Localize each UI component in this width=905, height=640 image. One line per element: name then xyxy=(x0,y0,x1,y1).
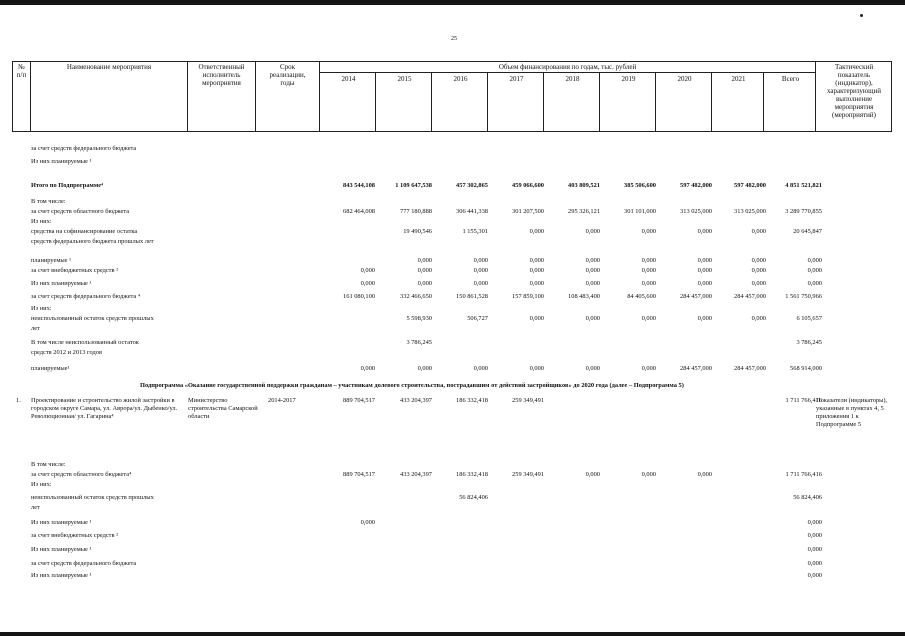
item1-num: 1. xyxy=(16,397,21,404)
row-value: 3 289 770,855 xyxy=(785,208,822,215)
row-label: за счет средств федерального бюджета xyxy=(31,145,137,152)
row-value: 108 483,400 xyxy=(568,293,600,300)
row-value: 0,000 xyxy=(751,267,766,274)
hdr-event-name: Наименование мероприятия xyxy=(66,63,152,71)
row-label: Итого по Подпрограмме⁴ xyxy=(31,182,103,189)
row-label: планируемые¹ xyxy=(31,365,70,372)
row-value: 843 544,108 xyxy=(343,182,375,189)
row-value: 56 824,406 xyxy=(793,494,822,501)
row-value: 0,000 xyxy=(807,546,822,553)
row-label: Из них: xyxy=(31,305,52,312)
item1-value: 259 349,491 xyxy=(512,397,544,404)
hdr-funding: Объем финансирования по годам, тыс. рублей xyxy=(498,63,637,71)
row-value: 385 506,600 xyxy=(624,182,656,189)
hdr-year-1: 2015 xyxy=(397,75,412,83)
row-value: 0,000 xyxy=(360,280,375,287)
row-value: 459 066,600 xyxy=(512,182,544,189)
row-value: 284 457,000 xyxy=(680,365,712,372)
row-label: В том числе: xyxy=(31,198,66,205)
subprogram-title: Подпрограмма «Оказание государственной поддержки гражданам – участникам долевого строительства, пострадавшим от действий застройщиков» до 2020 года (далее – Подпрограмма 5) xyxy=(140,382,684,389)
row-label: В том числе неиспользованный остаток xyxy=(31,339,139,346)
row-value: 301 101,000 xyxy=(624,208,656,215)
row-value: 0,000 xyxy=(807,280,822,287)
row-label: неиспользованный остаток средств прошлых xyxy=(31,494,154,501)
hdr-indicator: Тактический показатель (индикатор), характеризующий выполнение мероприятия (мероприятий) xyxy=(826,63,882,119)
row-label: средства на софинансирование остатка xyxy=(31,228,138,235)
row-value: 0,000 xyxy=(585,471,600,478)
row-value: 306 441,338 xyxy=(456,208,488,215)
hdr-num: № п/п xyxy=(16,63,27,79)
row-value: 0,000 xyxy=(529,365,544,372)
row-value: 0,000 xyxy=(807,519,822,526)
row-value: 0,000 xyxy=(697,267,712,274)
row-value: 0,000 xyxy=(697,280,712,287)
row-value: 0,000 xyxy=(697,228,712,235)
row-value: 1 155,301 xyxy=(462,228,488,235)
row-label: за счет средств областного бюджета xyxy=(31,208,130,215)
row-value: 0,000 xyxy=(417,257,432,264)
row-value: 0,000 xyxy=(641,471,656,478)
row-value: 0,000 xyxy=(585,228,600,235)
row-value: 284 457,000 xyxy=(680,293,712,300)
hdr-year-0: 2014 xyxy=(341,75,356,83)
row-label: за счет средств областного бюджета⁴ xyxy=(31,471,132,478)
row-label: Из них: xyxy=(31,218,52,225)
page-number: 25 xyxy=(451,36,457,42)
row-value: 0,000 xyxy=(529,257,544,264)
row-value: 0,000 xyxy=(807,267,822,274)
row-value: 3 786,245 xyxy=(796,339,822,346)
row-value: 20 645,847 xyxy=(793,228,822,235)
row-value: 0,000 xyxy=(417,280,432,287)
row-value: 0,000 xyxy=(473,257,488,264)
hdr-year-2: 2016 xyxy=(453,75,468,83)
row-value: 1 561 750,966 xyxy=(785,293,822,300)
hdr-executor: Ответственный исполнитель мероприятия xyxy=(198,63,245,87)
row-label: лет xyxy=(31,325,40,332)
row-value: 56 824,406 xyxy=(459,494,488,501)
hdr-year-4: 2018 xyxy=(565,75,580,83)
row-value: 157 859,100 xyxy=(512,293,544,300)
row-value: 150 861,528 xyxy=(456,293,488,300)
item1-period: 2014-2017 xyxy=(268,397,296,404)
row-value: 1 711 766,416 xyxy=(785,471,822,478)
row-value: 403 809,521 xyxy=(568,182,600,189)
row-label: за счет внебюджетных средств ² xyxy=(31,267,118,274)
row-value: 313 025,000 xyxy=(734,208,766,215)
row-value: 0,000 xyxy=(585,257,600,264)
row-value: 889 704,517 xyxy=(343,471,375,478)
hdr-year-5: 2019 xyxy=(621,75,636,83)
row-label: средств 2012 и 2013 годов xyxy=(31,349,102,356)
hdr-period: Срок реализации, годы xyxy=(269,63,306,87)
row-value: 457 302,865 xyxy=(456,182,488,189)
row-label: планируемые ¹ xyxy=(31,257,72,264)
row-label: лет xyxy=(31,504,40,511)
row-label: Из них планируемые ¹ xyxy=(31,519,92,526)
row-value: 0,000 xyxy=(529,315,544,322)
row-label: В том числе: xyxy=(31,461,66,468)
row-value: 284 457,000 xyxy=(734,293,766,300)
row-label: Из них планируемые ¹ xyxy=(31,572,92,579)
item1-executor: Министерство строительства Самарской области xyxy=(188,397,258,420)
row-label: средств федерального бюджета прошлых лет xyxy=(31,238,154,245)
row-value: 0,000 xyxy=(751,315,766,322)
row-value: 0,000 xyxy=(697,315,712,322)
row-value: 0,000 xyxy=(529,267,544,274)
row-label: Из них планируемые ¹ xyxy=(31,546,92,553)
hdr-year-6: 2020 xyxy=(677,75,692,83)
row-value: 0,000 xyxy=(697,257,712,264)
row-label: Из них: xyxy=(31,481,52,488)
row-label: неиспользованный остаток средств прошлых xyxy=(31,315,154,322)
row-value: 332 466,650 xyxy=(400,293,432,300)
row-value: 0,000 xyxy=(807,572,822,579)
row-value: 1 109 647,538 xyxy=(395,182,432,189)
row-label: за счет средств федерального бюджета ⁴ xyxy=(31,293,141,300)
row-value: 0,000 xyxy=(807,257,822,264)
row-label: за счет внебюджетных средств ² xyxy=(31,532,118,539)
page-top-border xyxy=(0,0,905,5)
row-value: 0,000 xyxy=(641,257,656,264)
row-value: 19 490,546 xyxy=(403,228,432,235)
row-label: за счет средств федерального бюджета xyxy=(31,560,137,567)
row-value: 0,000 xyxy=(641,228,656,235)
row-value: 0,000 xyxy=(585,315,600,322)
row-value: 0,000 xyxy=(473,280,488,287)
row-value: 0,000 xyxy=(473,365,488,372)
item1-value: 433 204,397 xyxy=(400,397,432,404)
row-value: 0,000 xyxy=(807,560,822,567)
row-value: 0,000 xyxy=(360,267,375,274)
row-value: 301 207,500 xyxy=(512,208,544,215)
row-value: 0,000 xyxy=(641,280,656,287)
row-label: Из них планируемые ¹ xyxy=(31,280,92,287)
row-value: 682 464,008 xyxy=(343,208,375,215)
row-value: 4 851 521,821 xyxy=(785,182,822,189)
row-value: 0,000 xyxy=(585,267,600,274)
item1-value: 889 704,517 xyxy=(343,397,375,404)
item1-value: 1 711 766,416 xyxy=(785,397,822,404)
item1-name: Проектирование и строительство жилой застройки в городском округе Самара, ул. Аврора/ул. Дыбенко/ул. Революционная/ ул. Гагарина⁴ xyxy=(31,397,178,420)
row-value: 0,000 xyxy=(751,257,766,264)
row-value: 0,000 xyxy=(473,267,488,274)
row-value: 0,000 xyxy=(360,365,375,372)
row-value: 777 180,888 xyxy=(400,208,432,215)
row-value: 161 080,100 xyxy=(343,293,375,300)
row-value: 0,000 xyxy=(529,280,544,287)
row-value: 506,727 xyxy=(467,315,488,322)
hdr-year-3: 2017 xyxy=(509,75,524,83)
row-value: 3 786,245 xyxy=(406,339,432,346)
row-value: 0,000 xyxy=(360,519,375,526)
table-header xyxy=(12,61,892,132)
row-value: 0,000 xyxy=(529,228,544,235)
row-value: 0,000 xyxy=(641,365,656,372)
row-value: 295 326,121 xyxy=(568,208,600,215)
row-value: 0,000 xyxy=(641,315,656,322)
scan-dot xyxy=(860,14,863,17)
item1-indicator: Показатели (индикаторы), указанные в пунктах 4, 5 приложения 1 к Подпрограмме 5 xyxy=(816,397,888,428)
row-value: 186 332,418 xyxy=(456,471,488,478)
row-value: 0,000 xyxy=(585,280,600,287)
row-value: 259 349,491 xyxy=(512,471,544,478)
row-value: 284 457,000 xyxy=(734,365,766,372)
row-value: 568 914,000 xyxy=(790,365,822,372)
row-value: 5 598,930 xyxy=(406,315,432,322)
row-value: 0,000 xyxy=(751,228,766,235)
page-bottom-border xyxy=(0,632,905,636)
row-value: 433 204,397 xyxy=(400,471,432,478)
item1-value: 186 332,418 xyxy=(456,397,488,404)
hdr-year-8: Всего xyxy=(781,75,800,83)
row-value: 597 482,000 xyxy=(680,182,712,189)
hdr-year-7: 2021 xyxy=(731,75,746,83)
row-value: 597 482,000 xyxy=(734,182,766,189)
row-value: 84 405,600 xyxy=(627,293,656,300)
row-value: 0,000 xyxy=(417,365,432,372)
row-value: 6 105,657 xyxy=(796,315,822,322)
row-value: 0,000 xyxy=(751,280,766,287)
row-value: 0,000 xyxy=(697,471,712,478)
row-value: 0,000 xyxy=(807,532,822,539)
row-label: Из них планируемые ¹ xyxy=(31,158,92,165)
row-value: 0,000 xyxy=(585,365,600,372)
row-value: 0,000 xyxy=(417,267,432,274)
row-value: 313 025,000 xyxy=(680,208,712,215)
row-value: 0,000 xyxy=(641,267,656,274)
